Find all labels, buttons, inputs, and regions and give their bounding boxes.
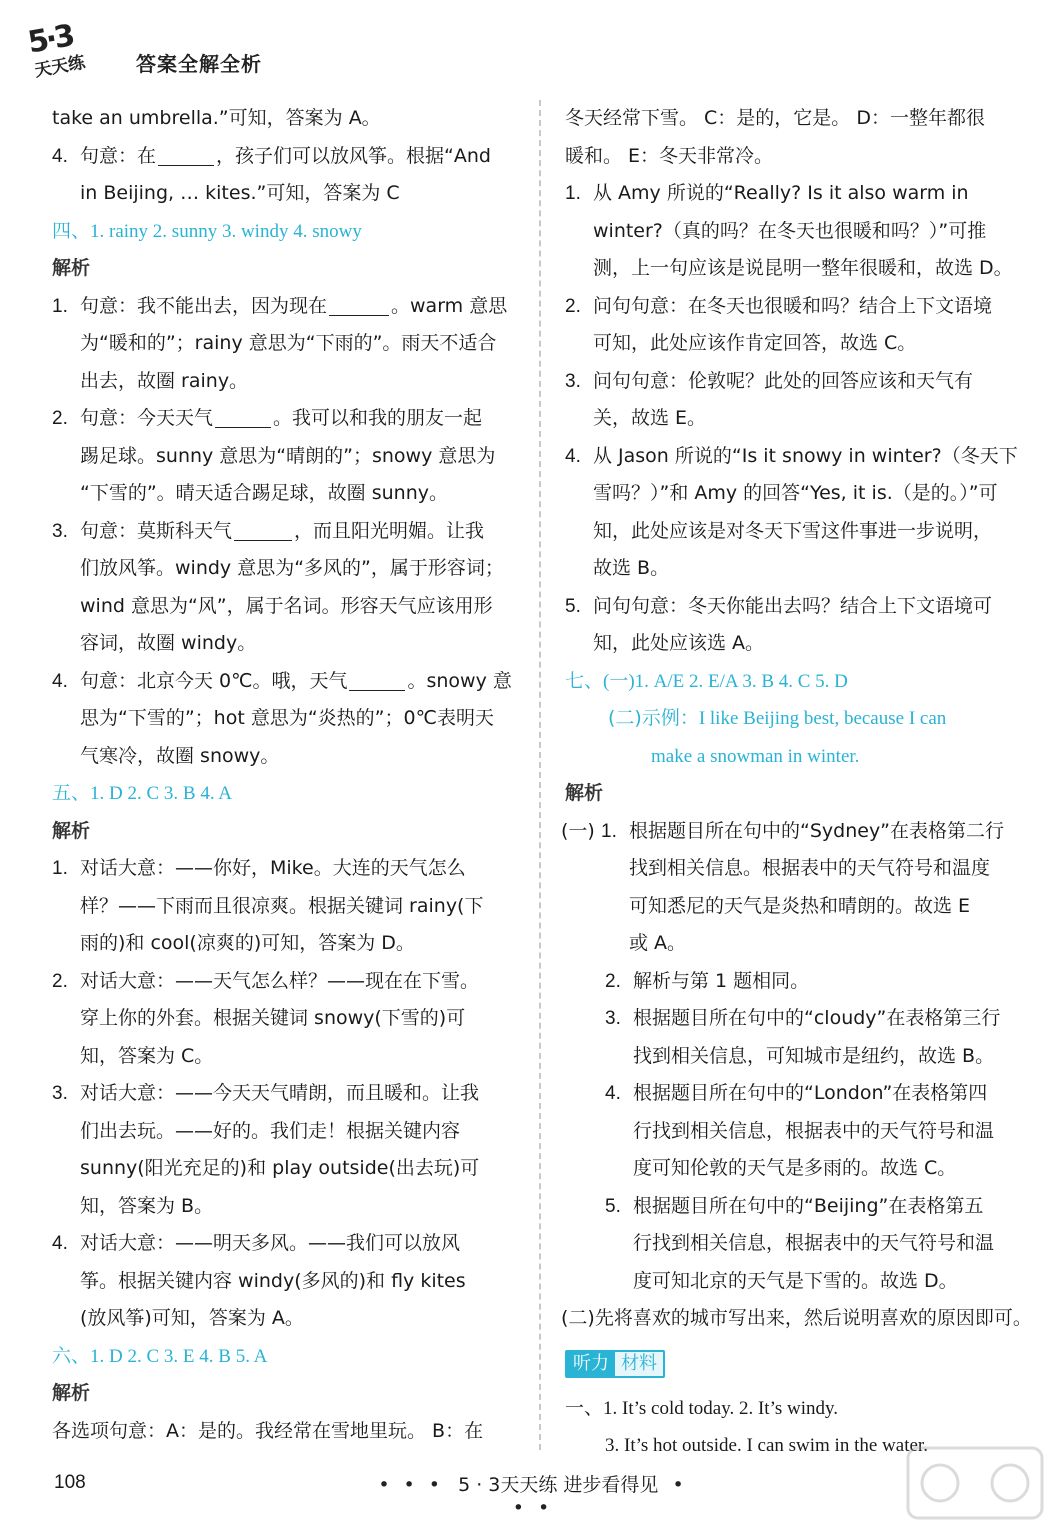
blank-line <box>329 295 389 316</box>
text-line: 各选项句意：A：是的。我经常在雪地里玩。 B：在 <box>52 1419 484 1442</box>
right-column <box>561 100 1032 1465</box>
logo-text: 天天练 <box>33 52 87 82</box>
list-item: 2. 句意：今天天气 。我可以和我的朋友一起 踢足球。sunny 意思为“晴朗的”；snowy 意思为 “下雪的”。晴天适合踢足球，故圈 sunny。 <box>52 407 496 504</box>
brand-logo <box>24 18 130 82</box>
list-item: 2. 解析与第 1 题相同。 <box>605 969 810 992</box>
analysis-heading: 解析 <box>52 819 91 842</box>
list-item: 3. 问句句意：伦敦呢？此处的回答应该和天气有 关，故选 E。 <box>565 369 974 429</box>
analysis-heading: 解析 <box>52 1382 91 1404</box>
sample-answer: (二)示例：I like Beijing best, because I can <box>608 707 947 729</box>
list-item: 1. 句意：我不能出去，因为现在 。warm 意思 为“暖和的”；rainy 意思为“下雨的”。雨天不适合 出去，故圈 rainy。 <box>52 294 508 392</box>
sample-answer-cont: make a snowman in winter. <box>651 745 860 767</box>
answer-key-4: 四、1. rainy 2. sunny 3. windy 4. snowy <box>52 219 362 242</box>
list-item: 5. 问句句意：冬天你能出去吗？结合上下文语境可 知，此处应该选 A。 <box>565 594 993 654</box>
list-item: 2. 问句句意：在冬天也很暖和吗？结合上下文语境 可知，此处应该作肯定回答，故选 C。 <box>565 294 993 354</box>
answer-key-6: 六、1. D 2. C 3. E 4. B 5. A <box>52 1344 268 1367</box>
list-item: 4. 句意：北京今天 0℃。哦，天气 。snowy 意 思为“下雪的”；hot 意思为“炎热的”；0℃表明天 气寒冷，故圈 snowy。 <box>52 669 512 767</box>
page-header <box>20 18 420 92</box>
list-item: 5. 根据题目所在句中的“Beijing”在表格第五 行找到相关信息，根据表中的天气符号和温 度可知北京的天气是下雪的。故选 D。 <box>605 1194 995 1292</box>
text-line: 冬天经常下雪。 C：是的，它是。 D：一整年都很 <box>565 107 985 129</box>
list-item: 4. 对话大意：——明天多风。——我们可以放风 筝。根据关键内容 windy(多风的)和 fly kites (放风筝)可知，答案为 A。 <box>52 1232 466 1329</box>
left-column <box>52 100 514 1450</box>
text-line: (二)先将喜欢的城市写出来，然后说明喜欢的原因即可。 <box>561 1307 1032 1329</box>
list-item: (一) 1. 根据题目所在句中的“Sydney”在表格第二行 找到相关信息。根据表中的天气符号和温度 可知悉尼的天气是炎热和晴朗的。故选 E 或 A。 <box>561 819 1005 954</box>
list-item: 1. 从 Amy 所说的“Really? Is it also warm in winter?（真的吗？在冬天也很暖和吗？）”可推 测，上一句应该是说昆明一整年很暖和，故选 D。 <box>565 182 1013 279</box>
list-item: 3. 根据题目所在句中的“cloudy”在表格第三行 找到相关信息，可知城市是纽约，故选 B。 <box>605 1007 1001 1067</box>
listening-tag: 听力 材料 <box>565 1350 1025 1380</box>
page-number: 108 <box>54 1472 86 1493</box>
header-title: 答案全解全析 <box>136 52 262 76</box>
blank-line <box>158 145 214 166</box>
footer-slogan: • • • 5 · 3天天练 进步看得见 • • • <box>378 1474 688 1519</box>
list-item: 2. 对话大意：——天气怎么样？——现在在下雪。 穿上你的外套。根据关键词 snowy(下雪的)可 知，答案为 C。 <box>52 969 480 1067</box>
listening-line: 3. It’s hot outside. I can swim in the water. <box>605 1435 928 1456</box>
blank-line <box>349 670 405 691</box>
list-item: 4. 从 Jason 所说的“Is it snowy in winter?（冬天下 雪吗？）”和 Amy 的回答“Yes, it is.（是的。）”可 知，此处应该是对冬天下雪这件事进一步说明， 故选 B。 <box>565 444 1018 579</box>
watermark-icon <box>900 1440 1050 1530</box>
list-item: 3. 句意：莫斯科天气 ，而且阳光明媚。让我 们放风筝。windy 意思为“多风的”，属于形容词； wind 意思为“风”，属于名词。形容天气应该用形 容词，故圈 windy。 <box>52 519 504 654</box>
analysis-heading: 解析 <box>52 257 91 279</box>
list-item: 4. 句意：在 ，孩子们可以放风筝。根据“And in Beijing, … kites.”可知，答案为 C <box>52 144 491 204</box>
list-item: 3. 对话大意：——今天天气晴朗，而且暖和。让我 们出去玩。——好的。我们走！根据关键内容 sunny(阳光充足的)和 play outside(出去玩)可 知，答案为 B。 <box>52 1082 480 1217</box>
logo-number: 5·3 <box>25 18 75 61</box>
list-item: 4. 根据题目所在句中的“London”在表格第四 行找到相关信息，根据表中的天气符号和温 度可知伦敦的天气是多雨的。故选 C。 <box>605 1082 995 1179</box>
text-line: 暖和。 E：冬天非常冷。 <box>565 144 774 167</box>
listening-line: 一、1. It’s cold today. 2. It’s windy. <box>565 1396 839 1419</box>
list-item: 1. 对话大意：——你好，Mike。大连的天气怎么 样？——下雨而且很凉爽。根据关键词 rainy(下 雨的)和 cool(凉爽的)可知，答案为 D。 <box>52 857 484 954</box>
blank-line <box>215 407 271 428</box>
answer-key-5: 五、1. D 2. C 3. B 4. A <box>52 782 233 804</box>
column-divider <box>539 100 541 1450</box>
blank-line <box>234 520 292 541</box>
analysis-heading: 解析 <box>565 782 604 804</box>
answer-key-7: 七、(一)1. A/E 2. E/A 3. B 4. C 5. D <box>565 669 848 692</box>
text-line: take an umbrella.”可知，答案为 A。 <box>52 107 381 129</box>
